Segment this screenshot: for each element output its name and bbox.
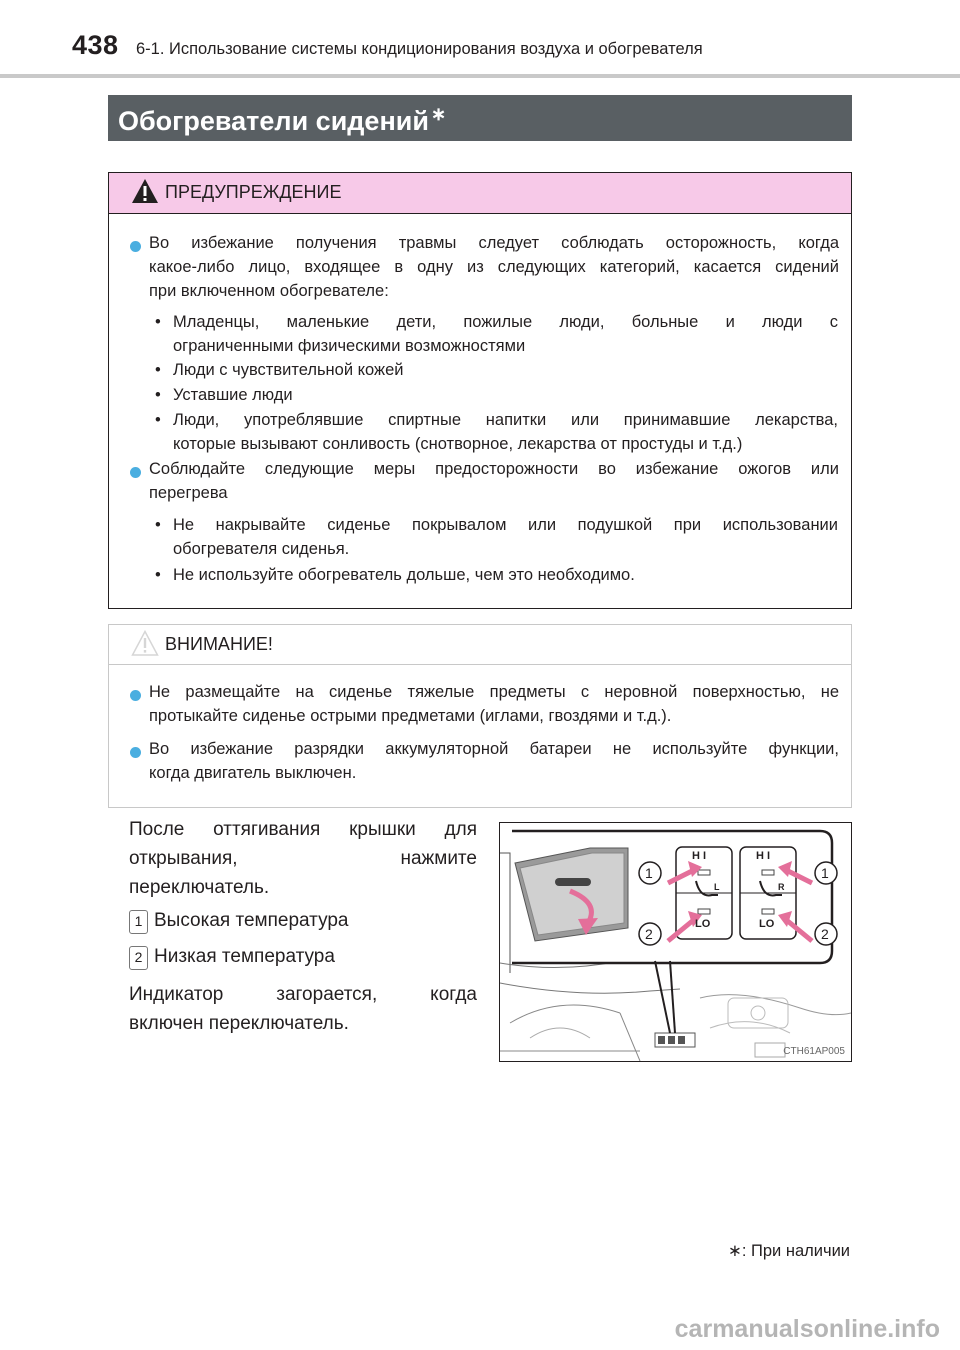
text-line: Младенцы, маленькие дети, пожилые люди, больные и люди с xyxy=(173,313,838,331)
list-bullet: • xyxy=(155,516,161,534)
section-title-bar xyxy=(108,95,852,141)
section-header: 6-1. Использование системы кондиционирования воздуха и обогревателя xyxy=(136,40,703,58)
text-line: ограниченными физическими возможностями xyxy=(173,337,526,355)
text-line: которые вызывают сонливость (снотворное, лекарства от простуды и т.д.) xyxy=(173,435,743,453)
bullet-dot xyxy=(130,747,141,758)
text-line: открывания, нажмите xyxy=(129,848,477,869)
right-lo-label: LO xyxy=(759,918,775,930)
text-line: Люди, употреблявшие спиртные напитки или принимавшие лекарства, xyxy=(173,411,838,429)
text-line: обогревателя сиденья. xyxy=(173,540,350,558)
text-line: Уставшие люди xyxy=(173,386,293,404)
warning-subitem xyxy=(173,310,838,358)
text-line: Не используйте обогреватель дольше, чем это необходимо. xyxy=(173,566,635,584)
right-seat-letter: R xyxy=(778,882,785,892)
text-line: когда двигатель выключен. xyxy=(149,764,357,782)
text-line: Люди с чувствительной кожей xyxy=(173,361,404,379)
text-line: Соблюдайте следующие меры предосторожности во избежание ожогов или xyxy=(149,460,839,478)
warning-header xyxy=(109,173,851,214)
caution-header xyxy=(109,625,851,665)
item-low-temp: Низкая температура xyxy=(154,946,335,967)
text-line: при включенном обогревателе: xyxy=(149,282,389,300)
callout-1-right: 1 xyxy=(821,865,829,881)
warning-box xyxy=(108,172,852,609)
watermark: carmanualsonline.info xyxy=(674,1315,940,1343)
footnote-text: : При наличии xyxy=(741,1242,850,1260)
header-divider xyxy=(0,74,960,78)
bullet-dot xyxy=(130,467,141,478)
caution-item-1 xyxy=(149,680,839,728)
seat-heater-illustration xyxy=(499,822,852,1062)
warning-subitem xyxy=(173,358,838,382)
caution-box xyxy=(108,624,852,808)
list-bullet: • xyxy=(155,313,161,331)
text-line: какое-либо лицо, входящее в одну из следующих категорий, касается сидений xyxy=(149,258,839,276)
left-lo-label: LO xyxy=(695,918,711,930)
intro-paragraph xyxy=(129,815,477,902)
warning-subitem xyxy=(173,563,838,587)
item-number-box: 1 xyxy=(129,910,148,934)
figure-code: CTH61AP005 xyxy=(783,1046,845,1057)
text-line: Не размещайте на сиденье тяжелые предметы с неровной поверхностью, не xyxy=(149,683,839,701)
availability-asterisk: ∗ xyxy=(430,104,447,124)
callout-2-left: 2 xyxy=(645,926,653,942)
text-line: включен переключатель. xyxy=(129,1013,349,1034)
bullet-dot xyxy=(130,241,141,252)
page-title-text: Обогреватели сидений xyxy=(118,106,429,136)
list-bullet: • xyxy=(155,411,161,429)
dashboard-drawing xyxy=(500,823,851,1061)
text-line: Во избежание разрядки аккумуляторной батареи не используйте функции, xyxy=(149,740,839,758)
text-line: После оттягивания крышки для xyxy=(129,819,477,840)
caution-item-2 xyxy=(149,737,839,785)
warning-triangle-icon xyxy=(131,177,159,205)
list-bullet: • xyxy=(155,566,161,584)
footnote-asterisk: ∗ xyxy=(728,1242,742,1260)
warning-label: ПРЕДУПРЕЖДЕНИЕ xyxy=(165,182,342,202)
footnote xyxy=(728,1241,850,1261)
list-bullet: • xyxy=(155,386,161,404)
caution-triangle-icon xyxy=(131,629,159,657)
page-title xyxy=(118,104,446,137)
page-number: 438 xyxy=(72,30,119,60)
right-hi-label: H I xyxy=(756,850,771,862)
callout-2-right: 2 xyxy=(821,926,829,942)
text-line: перегрева xyxy=(149,484,228,502)
item-number-box: 2 xyxy=(129,946,148,970)
text-line: переключатель. xyxy=(129,877,270,898)
warning-subitem xyxy=(173,383,838,407)
text-line: Во избежание получения травмы следует соблюдать осторожность, когда xyxy=(149,234,839,252)
warning-item-2 xyxy=(149,457,839,505)
caution-label: ВНИМАНИЕ! xyxy=(165,634,273,654)
warning-item-1 xyxy=(149,231,839,303)
indicator-paragraph xyxy=(129,980,477,1038)
text-line: Индикатор загорается, когда xyxy=(129,984,477,1005)
callout-1-left: 1 xyxy=(645,865,653,881)
left-seat-letter: L xyxy=(714,882,720,892)
left-hi-label: H I xyxy=(692,850,707,862)
text-line: протыкайте сиденье острыми предметами (иглами, гвоздями и т.д.). xyxy=(149,707,672,725)
text-line: Не накрывайте сиденье покрывалом или подушкой при использовании xyxy=(173,516,838,534)
bullet-dot xyxy=(130,690,141,701)
list-bullet: • xyxy=(155,361,161,379)
item-high-temp: Высокая температура xyxy=(154,910,349,931)
warning-subitem xyxy=(173,408,838,456)
warning-subitem xyxy=(173,513,838,561)
